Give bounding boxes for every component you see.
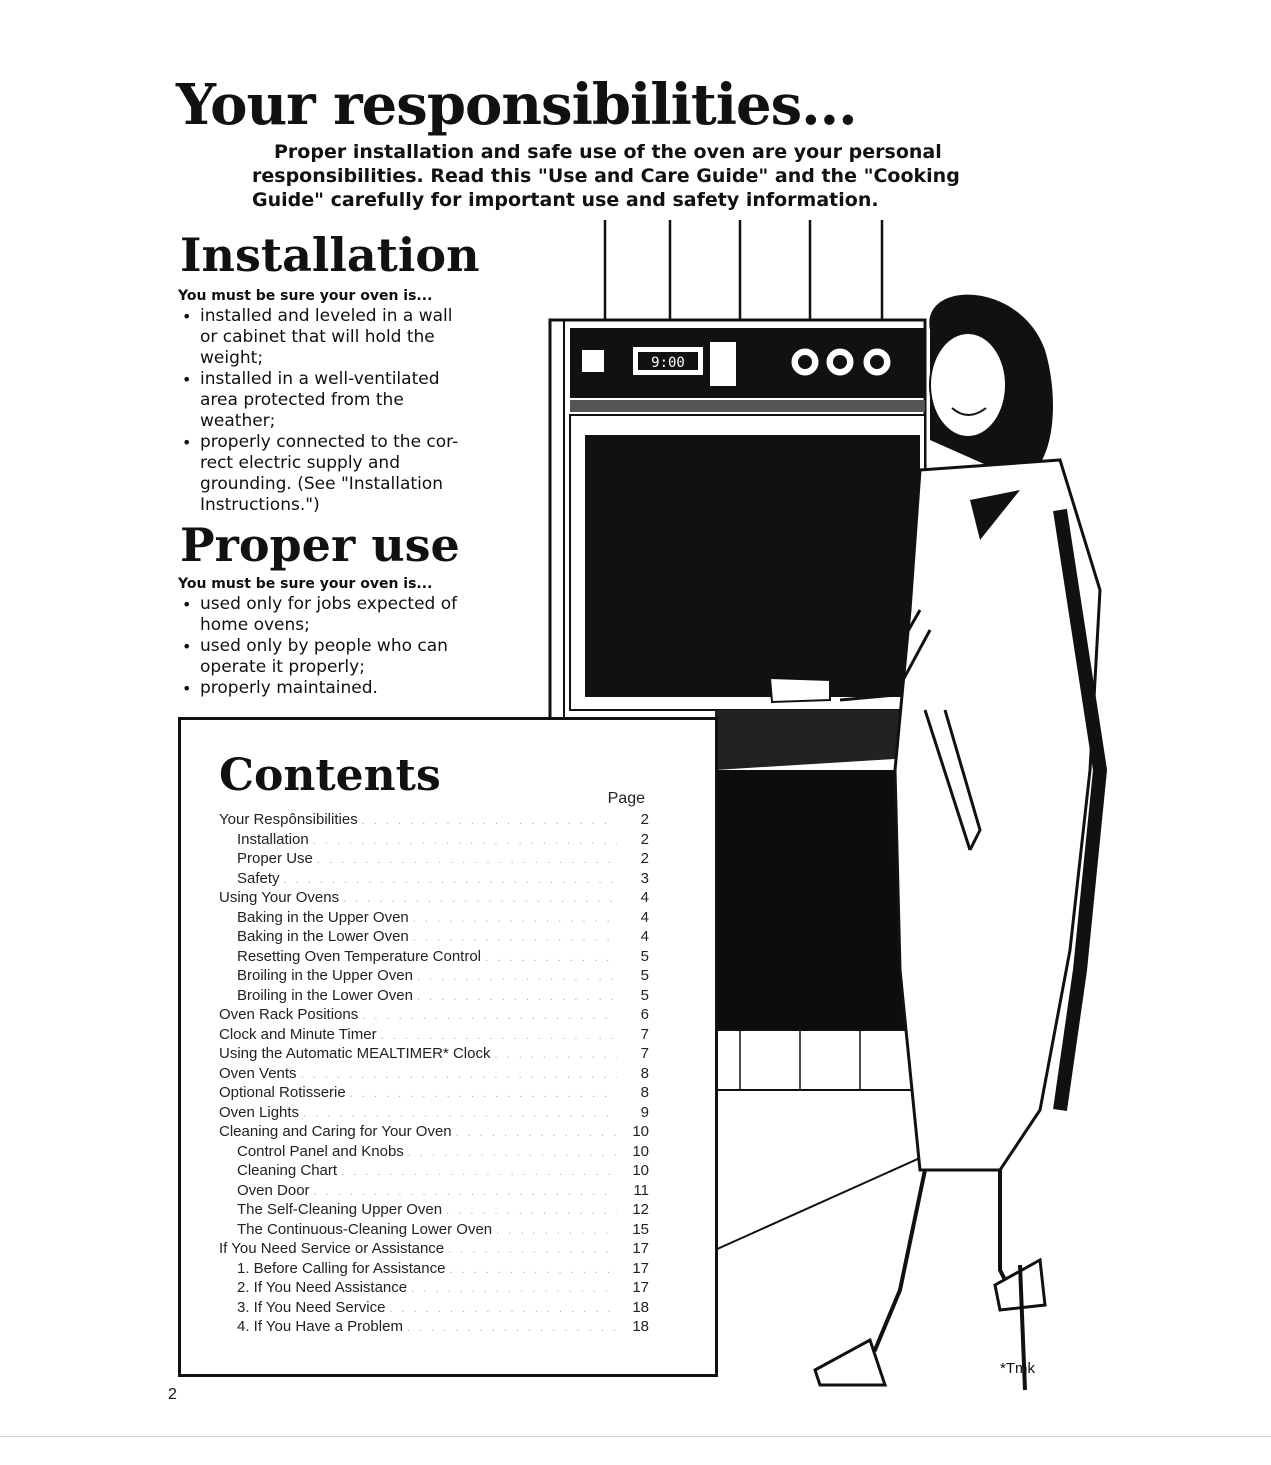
contents-entry-page: 17 bbox=[632, 1240, 649, 1257]
contents-entry bbox=[219, 1142, 649, 1162]
contents-entry-page: 4 bbox=[640, 889, 649, 906]
contents-entry-page: 10 bbox=[632, 1162, 649, 1179]
contents-entry-label: Using the Automatic MEALTIMER* Clock bbox=[219, 1045, 491, 1062]
contents-entry-page: 4 bbox=[640, 908, 649, 926]
contents-entry bbox=[219, 1005, 649, 1025]
contents-entry-label: Your Respônsibilities bbox=[219, 811, 358, 828]
contents-entry bbox=[219, 1259, 649, 1279]
proper-use-item-line: • used only by people who can bbox=[200, 636, 448, 656]
installation-item-line: grounding. (See "Installation bbox=[200, 474, 443, 494]
contents-entry-label: Control Panel and Knobs bbox=[237, 1142, 404, 1160]
trademark-note: *Tmk bbox=[1000, 1360, 1035, 1377]
proper-use-item-line: operate it properly; bbox=[200, 657, 365, 677]
intro-paragraph bbox=[252, 140, 960, 212]
contents-entry-label: Clock and Minute Timer bbox=[219, 1025, 377, 1043]
contents-entry-page: 3 bbox=[640, 869, 649, 887]
contents-entry bbox=[219, 1103, 649, 1123]
installation-list bbox=[180, 306, 458, 516]
contents-entry-label: If You Need Service or Assistance bbox=[219, 1240, 445, 1257]
contents-entry-label: Oven Rack Positions bbox=[219, 1006, 359, 1023]
contents-entry bbox=[219, 1278, 649, 1298]
contents-entry-page: 17 bbox=[632, 1259, 649, 1277]
contents-entry-page: 10 bbox=[632, 1142, 649, 1160]
oven-clock-display: 9:00 bbox=[651, 355, 685, 371]
intro-line: Guide" carefully for important use and safety information. bbox=[252, 189, 879, 211]
proper-use-item-line: • properly maintained. bbox=[200, 678, 378, 698]
contents-list bbox=[219, 810, 649, 1337]
installation-item-line: Instructions.") bbox=[200, 495, 320, 515]
contents-entry-label: Cleaning and Caring for Your Oven bbox=[219, 1123, 452, 1140]
installation-item bbox=[180, 369, 458, 432]
contents-entry-page: 10 bbox=[632, 1123, 649, 1140]
contents-box bbox=[178, 717, 718, 1377]
contents-entry bbox=[219, 986, 649, 1006]
proper-use-item-line: • used only for jobs expected of bbox=[200, 594, 458, 614]
contents-entry bbox=[219, 810, 649, 830]
contents-entry bbox=[219, 966, 649, 986]
contents-entry bbox=[219, 1220, 649, 1240]
contents-entry bbox=[219, 1083, 649, 1103]
proper-use-item-line: home ovens; bbox=[200, 615, 310, 635]
installation-item-line: • installed in a well-ventilated bbox=[200, 369, 440, 389]
contents-entry-page: 8 bbox=[640, 1064, 649, 1082]
contents-heading: Contents bbox=[219, 750, 441, 801]
contents-entry-label: Oven Vents bbox=[219, 1064, 297, 1082]
contents-entry-label: The Continuous-Cleaning Lower Oven bbox=[237, 1220, 493, 1238]
contents-entry bbox=[219, 1239, 649, 1259]
contents-entry bbox=[219, 1181, 649, 1201]
contents-entry-label: Proper Use bbox=[237, 850, 313, 867]
installation-item-line: weight; bbox=[200, 348, 264, 368]
wall-panel-lines bbox=[605, 220, 882, 320]
proper-use-lead: You must be sure your oven is... bbox=[178, 576, 433, 592]
contents-entry-page: 2 bbox=[640, 811, 649, 828]
contents-entry bbox=[219, 927, 649, 947]
page-title: Your responsibilities... bbox=[176, 72, 857, 138]
contents-entry-label: Using Your Ovens bbox=[219, 889, 340, 906]
intro-line: Proper installation and safe use of the oven are your personal bbox=[274, 141, 942, 163]
installation-item bbox=[180, 432, 458, 516]
contents-entry-page: 9 bbox=[640, 1103, 649, 1121]
contents-entry-page: 18 bbox=[632, 1318, 649, 1335]
installation-item-line: area protected from the bbox=[200, 390, 404, 410]
contents-entry-page: 8 bbox=[640, 1084, 649, 1101]
bottom-rule bbox=[0, 1436, 1271, 1437]
contents-entry-label: The Self-Cleaning Upper Oven bbox=[237, 1201, 443, 1218]
contents-entry-label: Baking in the Upper Oven bbox=[237, 908, 409, 926]
contents-entry-page: 7 bbox=[640, 1045, 649, 1062]
contents-entry bbox=[219, 888, 649, 908]
contents-entry-label: Oven Door bbox=[237, 1181, 310, 1199]
contents-entry-page: 5 bbox=[640, 986, 649, 1004]
contents-entry bbox=[219, 1044, 649, 1064]
contents-entry-label: Broiling in the Lower Oven bbox=[237, 986, 413, 1004]
proper-use-item bbox=[180, 678, 457, 699]
proper-use-list bbox=[180, 594, 457, 699]
contents-entry bbox=[219, 1025, 649, 1045]
contents-entry-page: 6 bbox=[640, 1006, 649, 1023]
page-column-label: Page bbox=[607, 790, 645, 807]
contents-entry bbox=[219, 1298, 649, 1318]
contents-entry-label: Optional Rotisserie bbox=[219, 1084, 346, 1101]
contents-entry-label: 4. If You Have a Problem bbox=[237, 1318, 403, 1335]
contents-entry bbox=[219, 1161, 649, 1181]
contents-entry-page: 18 bbox=[632, 1298, 649, 1316]
contents-entry bbox=[219, 1200, 649, 1220]
installation-item-line: rect electric supply and bbox=[200, 453, 400, 473]
contents-entry-page: 5 bbox=[640, 947, 649, 965]
contents-entry bbox=[219, 830, 649, 850]
proper-use-item bbox=[180, 594, 457, 636]
contents-entry bbox=[219, 869, 649, 889]
contents-entry bbox=[219, 908, 649, 928]
contents-entry-page: 11 bbox=[633, 1181, 649, 1199]
intro-line: responsibilities. Read this "Use and Care Guide" and the "Cooking bbox=[252, 165, 960, 187]
leader-dots bbox=[407, 1319, 617, 1339]
contents-entry-label: Baking in the Lower Oven bbox=[237, 928, 409, 945]
installation-item-line: or cabinet that will hold the bbox=[200, 327, 435, 347]
contents-entry-label: Oven Lights bbox=[219, 1103, 300, 1121]
contents-entry-label: Installation bbox=[237, 830, 309, 848]
contents-entry-label: 2. If You Need Assistance bbox=[237, 1279, 408, 1296]
contents-entry-page: 2 bbox=[640, 850, 649, 867]
proper-use-item bbox=[180, 636, 457, 678]
contents-entry-page: 5 bbox=[640, 967, 649, 984]
contents-entry-label: 1. Before Calling for Assistance bbox=[237, 1259, 446, 1277]
contents-entry-page: 4 bbox=[640, 928, 649, 945]
contents-entry-page: 15 bbox=[632, 1220, 649, 1238]
contents-entry-label: Cleaning Chart bbox=[237, 1162, 338, 1179]
upper-oven-door bbox=[570, 415, 925, 710]
proper-use-heading: Proper use bbox=[180, 518, 460, 572]
contents-entry-page: 17 bbox=[632, 1279, 649, 1296]
installation-heading: Installation bbox=[180, 228, 480, 282]
installation-item-line: • properly connected to the cor- bbox=[200, 432, 459, 452]
installation-item-line: weather; bbox=[200, 411, 276, 431]
contents-entry-page: 2 bbox=[640, 830, 649, 848]
contents-entry-page: 12 bbox=[632, 1201, 649, 1218]
contents-entry bbox=[219, 947, 649, 967]
contents-entry-label: 3. If You Need Service bbox=[237, 1298, 386, 1316]
contents-entry bbox=[219, 849, 649, 869]
installation-item-line: • installed and leveled in a wall bbox=[200, 306, 453, 326]
contents-entry bbox=[219, 1064, 649, 1084]
contents-entry-label: Broiling in the Upper Oven bbox=[237, 967, 413, 984]
page-number: 2 bbox=[168, 1386, 177, 1403]
contents-entry bbox=[219, 1122, 649, 1142]
contents-entry-label: Safety bbox=[237, 869, 280, 887]
contents-entry-page: 7 bbox=[640, 1025, 649, 1043]
contents-entry bbox=[219, 1317, 649, 1337]
contents-entry-label: Resetting Oven Temperature Control bbox=[237, 947, 482, 965]
installation-item bbox=[180, 306, 458, 369]
installation-lead: You must be sure your oven is... bbox=[178, 288, 433, 304]
